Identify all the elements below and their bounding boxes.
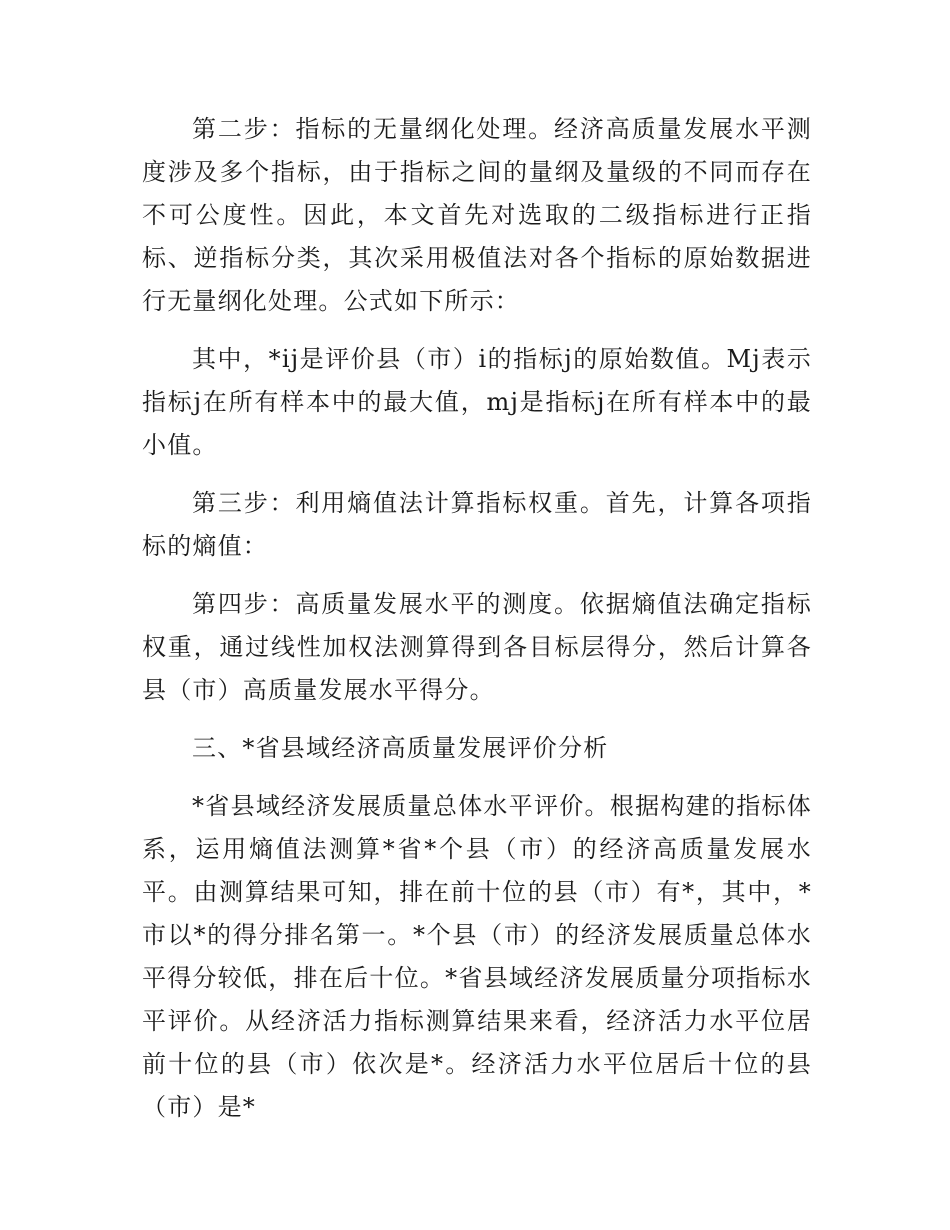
- section-heading: 三、*省县域经济高质量发展评价分析: [192, 734, 609, 762]
- paragraph-variable-definitions: 其中，*ij是评价县（市）i的指标j的原始数值。Mj表示指标j在所有样本中的最大值，mj是指标j在所有样本中的最小值。: [142, 345, 812, 459]
- paragraph-step-four: 第四步：高质量发展水平的测度。依据熵值法确定指标权重，通过线性加权法测算得到各目标层得分，然后计算各县（市）高质量发展水平得分。: [142, 590, 812, 704]
- document-body: [142, 108, 812, 1129]
- paragraph-step-two: 第二步：指标的无量纲化处理。经济高质量发展水平测度涉及多个指标，由于指标之间的量纲及量级的不同而存在不可公度性。因此，本文首先对选取的二级指标进行正指标、逆指标分类，其次采用极值法对各个指标的原始数据进行无量纲化处理。公式如下所示：: [142, 115, 812, 315]
- paragraph-evaluation-analysis: *省县域经济发展质量总体水平评价。根据构建的指标体系，运用熵值法测算*省*个县（市）的经济高质量发展水平。由测算结果可知，排在前十位的县（市）有*，其中，*市以*的得分排名第一。*个县（市）的经济发展质量总体水平得分较低，排在后十位。*省县域经济发展质量分项指标水平评价。从经济活力指标测算结果来看，经济活力水平位居前十位的县（市）依次是*。经济活力水平位居后十位的县（市）是*: [142, 792, 812, 1121]
- paragraph-step-three: 第三步：利用熵值法计算指标权重。首先，计算各项指标的熵值：: [142, 489, 812, 560]
